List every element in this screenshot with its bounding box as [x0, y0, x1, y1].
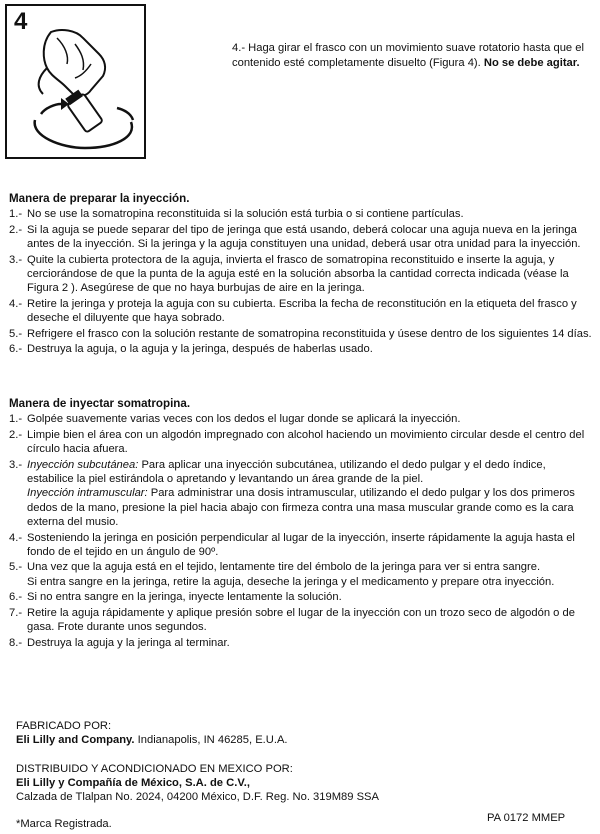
item-number: 1.-	[9, 413, 23, 426]
prepare-section	[9, 192, 594, 357]
hand-rotating-vial-illustration	[21, 24, 141, 154]
item-text: Si la aguja se puede separar del tipo de jeringa que está usando, deberá colocar una aguja nueva en la jeringa antes de la inyección. Si la jeringa y la aguja constituyen una unidad, deberá usar otra unidad para la inyección.	[27, 223, 581, 251]
item-number: 3.-	[9, 253, 23, 266]
item-text: Golpée suavemente varias veces con los dedos el lugar donde se aplicará la inyección.	[27, 413, 461, 426]
item-number: 6.-	[9, 591, 23, 604]
inject-list	[9, 412, 594, 650]
item-number: 4.-	[9, 297, 23, 310]
list-item	[9, 531, 594, 560]
list-item	[9, 207, 594, 221]
figure-4-box	[5, 4, 146, 159]
figure-number: 4	[14, 8, 28, 35]
item-lead-intramuscular: Inyección intramuscular:	[27, 487, 148, 500]
manufacturer-line	[16, 733, 288, 747]
item-number: 2.-	[9, 428, 23, 441]
list-item	[9, 297, 594, 326]
item-text: Destruya la aguja y la jeringa al terminar.	[27, 636, 230, 649]
item-number: 5.-	[9, 327, 23, 340]
inject-title: Manera de inyectar somatropina.	[9, 397, 191, 410]
list-item	[9, 223, 594, 252]
manufactured-label: FABRICADO POR:	[16, 720, 112, 732]
item-text: Sosteniendo la jeringa en posición perpendicular al lugar de la inyección, inserte rápidamente la aguja hasta el fondo de el tejido en un ángulo de 90º.	[27, 531, 575, 559]
item-text: Para aplicar una inyección subcutánea, utilizando el dedo pulgar y el dedo índice, estabilice la piel estirándola o apretando y levantando un área grande de la piel.	[27, 458, 546, 486]
item-number: 7.-	[9, 606, 23, 619]
item-number: 3.-	[9, 458, 23, 471]
item-number: 4.-	[9, 531, 23, 544]
step-4-warning: No se debe agitar.	[483, 57, 580, 69]
step-4-text: 4.- Haga girar el frasco con un movimiento suave rotatorio hasta que el contenido esté completamente disuelto (Figura 4).	[232, 42, 584, 69]
step-4-instruction	[232, 41, 588, 71]
distributor-name: Eli Lilly y Compañía de México, S.A. de C.V.,	[16, 777, 250, 789]
item-text: Retire la aguja rápidamente y aplique presión sobre el lugar de la inyección con un trozo seco de algodón o de gasa. Frote durante unos segundos.	[27, 606, 575, 634]
item-text-2: Si entra sangre en la jeringa, retire la aguja, deseche la jeringa y el medicamento y prepare otra inyección.	[27, 575, 555, 588]
distributor-address: Calzada de Tlalpan No. 2024, 04200 México, D.F. Reg. No. 319M89 SSA	[16, 791, 379, 803]
list-item	[9, 590, 594, 604]
item-text: Refrigere el frasco con la solución restante de somatropina reconstituida y úsese dentro de los siguientes 14 días.	[27, 327, 592, 340]
item-text: Limpie bien el área con un algodón impregnado con alcohol haciendo un movimiento circular desde el centro del círculo hacia afuera.	[27, 428, 585, 456]
manufacturer-block	[16, 719, 288, 747]
item-number: 1.-	[9, 208, 23, 221]
manufacturer-address: Indianapolis, IN 46285, E.U.A.	[134, 734, 288, 746]
item-number: 2.-	[9, 223, 23, 236]
item-text: Si no entra sangre en la jeringa, inyecte lentamente la solución.	[27, 591, 342, 604]
list-item	[9, 458, 594, 530]
list-item	[9, 253, 594, 296]
list-item	[9, 636, 594, 650]
item-text: Retire la jeringa y proteja la aguja con su cubierta. Escriba la fecha de reconstitución en la etiqueta del frasco y deseche el diluyente que haya sobrado.	[27, 297, 577, 325]
document-code: PA 0172 MMEP	[487, 812, 566, 824]
item-text-2: Para administrar una dosis intramuscular, utilizando el dedo pulgar y los dos primeros dedos de la mano, presione la piel hacia abajo con firmeza contra una masa muscular grande como es la cara externa del musio.	[27, 487, 575, 529]
list-item	[9, 342, 594, 356]
item-number: 6.-	[9, 343, 23, 356]
item-text: Una vez que la aguja está en el tejido, lentamente tire del émbolo de la jeringa para ver si entra sangre.	[27, 561, 541, 574]
list-item	[9, 428, 594, 457]
inject-section	[9, 397, 594, 651]
list-item	[9, 412, 594, 426]
item-lead-subcutaneous: Inyección subcutánea:	[27, 458, 139, 471]
trademark-note: *Marca Registrada.	[16, 818, 112, 830]
prepare-list	[9, 207, 594, 356]
list-item	[9, 327, 594, 341]
item-text: No se use la somatropina reconstituida si la solución está turbia o si contiene partículas.	[27, 208, 464, 221]
distributor-block	[16, 762, 379, 804]
item-number: 5.-	[9, 561, 23, 574]
item-text: Destruya la aguja, o la aguja y la jeringa, después de haberlas usado.	[27, 343, 373, 356]
prepare-title: Manera de preparar la inyección.	[9, 192, 190, 205]
distributed-label: DISTRIBUIDO Y ACONDICIONADO EN MEXICO POR:	[16, 763, 293, 775]
item-text: Quite la cubierta protectora de la aguja, invierta el frasco de somatropina reconstituido e inserte la aguja, y cerciorándose de que la punta de la aguja esté en la solución absorba la cantidad correcta indicada (véase la Figura 2 ). Asegúrese de que no haya burbujas de aire en la jeringa.	[27, 253, 569, 295]
manufacturer-name: Eli Lilly and Company.	[16, 734, 135, 746]
item-number: 8.-	[9, 636, 23, 649]
list-item	[9, 560, 594, 589]
list-item	[9, 606, 594, 635]
